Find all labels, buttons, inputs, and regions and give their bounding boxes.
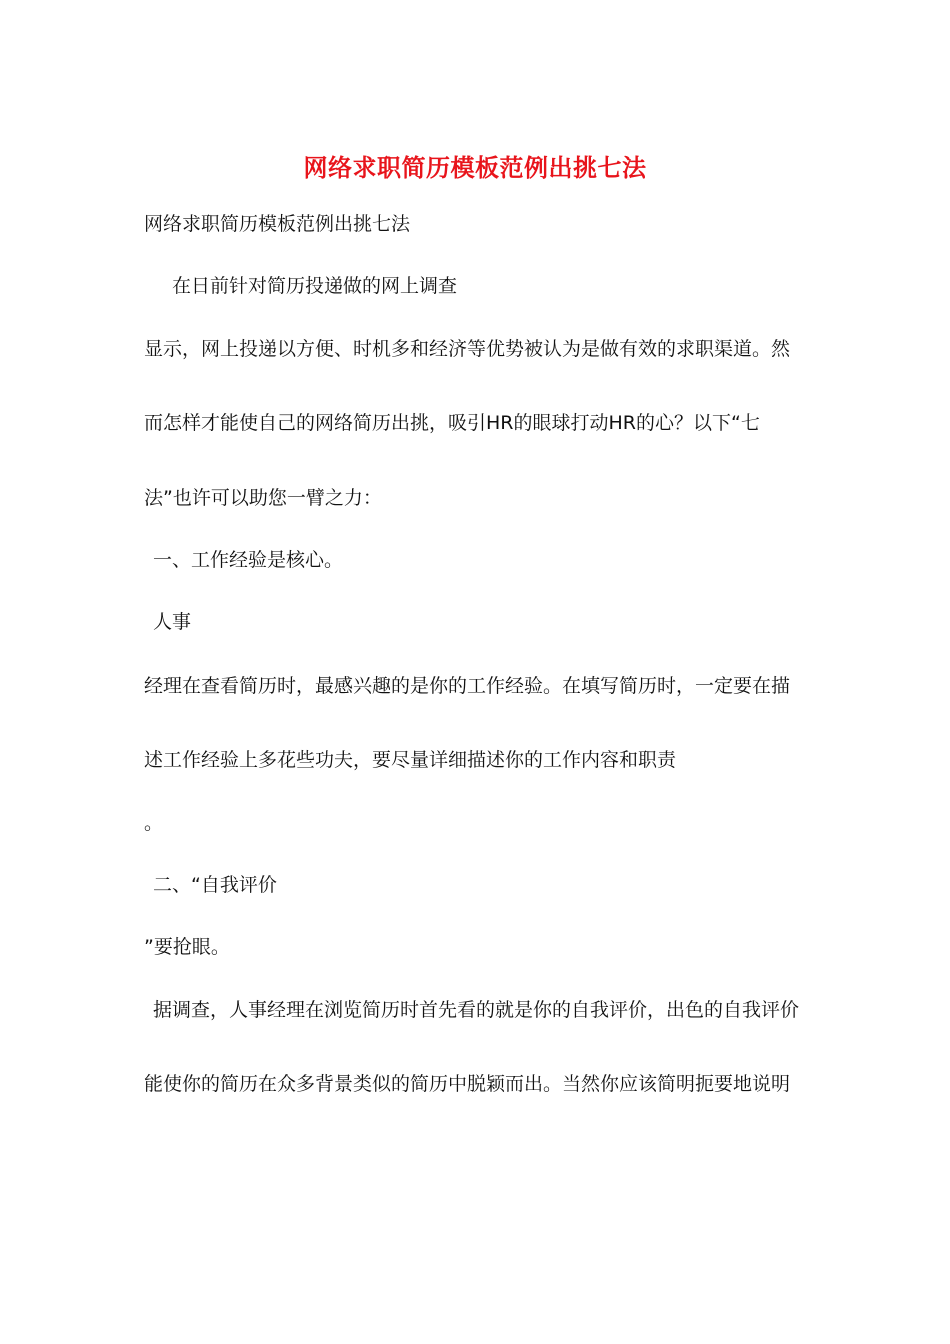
paragraph-line: 在日前针对简历投递做的网上调查 xyxy=(172,275,458,297)
paragraph-line: 据调查，人事经理在浏览简历时首先看的就是你的自我评价，出色的自我评价 xyxy=(153,999,800,1021)
paragraph-line: 能使你的简历在众多背景类似的简历中脱颖而出。当然你应该简明扼要地说明 xyxy=(144,1073,791,1095)
paragraph-line: ”要抢眼。 xyxy=(144,936,230,958)
paragraph-line: 述工作经验上多花些功夫，要尽量详细描述你的工作内容和职责 xyxy=(144,749,677,771)
section-heading-1: 一、工作经验是核心。 xyxy=(153,549,344,571)
paragraph-line: 法”也许可以助您一臂之力： xyxy=(144,487,382,509)
paragraph-line: 显示，网上投递以方便、时机多和经济等优势被认为是做有效的求职渠道。然 xyxy=(144,338,791,360)
paragraph-line: 人事 xyxy=(153,611,192,633)
paragraph-line: 经理在查看简历时，最感兴趣的是你的工作经验。在填写简历时，一定要在描 xyxy=(144,675,791,697)
paragraph-line: 。 xyxy=(144,812,164,834)
paragraph-line: 网络求职简历模板范例出挑七法 xyxy=(144,213,411,235)
section-heading-2: 二、“自我评价 xyxy=(153,874,277,896)
document-title: 网络求职简历模板范例出挑七法 xyxy=(303,153,647,182)
paragraph-line: 而怎样才能使自己的网络简历出挑，吸引HR的眼球打动HR的心？以下“七 xyxy=(144,412,760,434)
